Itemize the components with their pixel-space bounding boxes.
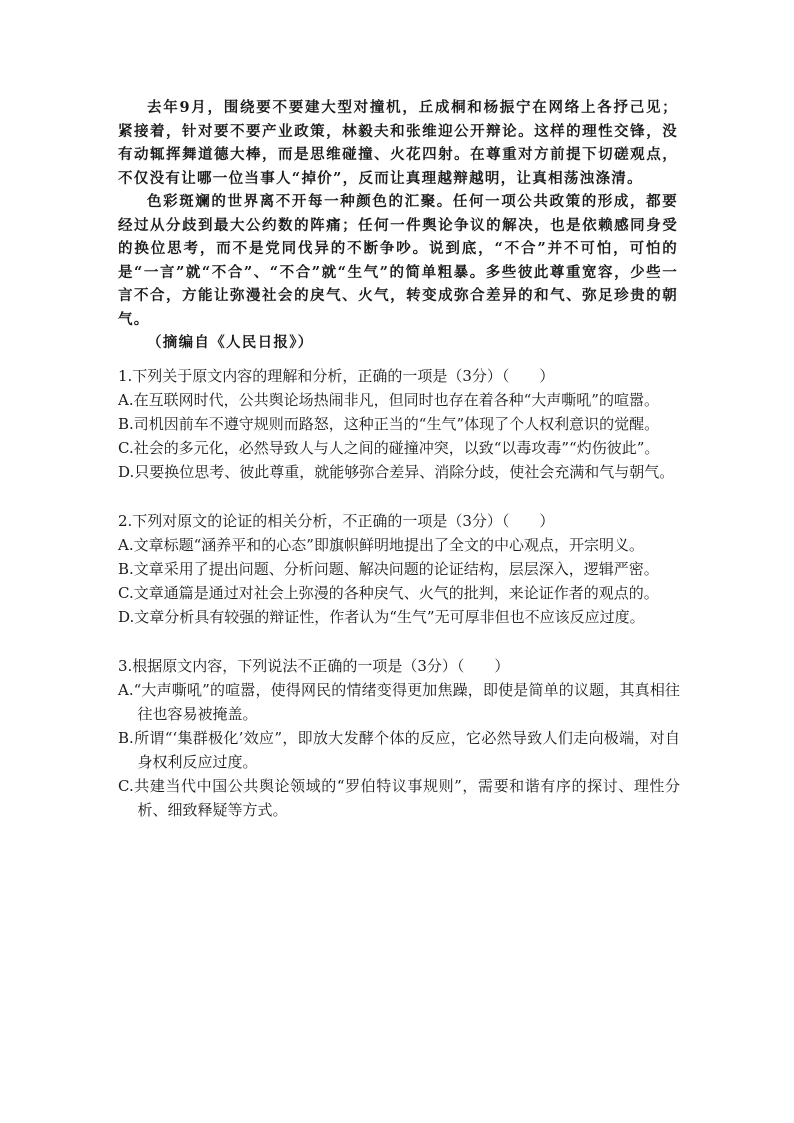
option-a: A.文章标题“涵养平和的心态”即旗帜鲜明地提出了全文的中心观点，开宗明义。 <box>118 536 644 554</box>
passage-source: （摘编自《人民日报》） <box>147 334 314 351</box>
option-b: B.司机因前车不遵守规则而路怒，这种正当的“生气”体现了个人权利意识的觉醒。 <box>118 415 660 433</box>
option-a: A.在互联网时代，公共舆论场热闹非凡，但同时也存在着各种“大声嘶吼”的喧嚣。 <box>118 391 659 409</box>
option-c: C.社会的多元化，必然导致人与人之间的碰撞冲突，以致“以毒攻毒”“灼伤彼此”。 <box>118 439 660 457</box>
question-2 <box>118 509 680 629</box>
option-b: B.文章采用了提出问题、分析问题、解决问题的论证结构，层层深入，逻辑严密。 <box>118 560 659 578</box>
option-c: C.共建当代中国公共舆论领域的“罗伯特议事规则”，需要和谐有序的探讨、理性分析、细致释疑等方式。 <box>118 777 680 819</box>
option-d: D.文章分析具有较强的辩证性，作者认为“生气”无可厚非但也不应该反应过度。 <box>118 608 645 626</box>
passage-paragraph: 去年9月，围绕要不要建大型对撞机，丘成桐和杨振宁在网络上各抒己见；紧接着，针对要不要产业政策，林毅夫和张维迎公开辩论。这样的理性交锋，没有动辄挥舞道德大棒，而是思维碰撞、火花四射。在尊重对方前提下切磋观点，不仅没有让哪一位当事人“掉价”，反而让真理越辩越明，让真相荡浊涤清。 <box>118 99 678 187</box>
question-stem: 3.根据原文内容，下列说法不正确的一项是（3分）（ ） <box>118 657 510 675</box>
question-stem: 2.下列对原文的论证的相关分析，不正确的一项是（3分）（ ） <box>118 512 555 530</box>
passage-paragraph: 色彩斑斓的世界离不开每一种颜色的汇聚。任何一项公共政策的形成，都要经过从分歧到最大公约数的阵痛；任何一件舆论争议的解决，也是依赖感同身受的换位思考，而不是党同伐异的不断争吵。说到底，“不合”并不可怕，可怕的是“一言”就“不合”、“不合”就“生气”的简单粗暴。多些彼此尊重宽容，少些一言不合，方能让弥漫社会的戾气、火气，转变成弥合差异的和气、弥足珍贵的朝气。 <box>118 193 678 328</box>
option-c: C.文章通篇是通过对社会上弥漫的各种戾气、火气的批判，来论证作者的观点的。 <box>118 584 659 602</box>
option-d: D.只要换位思考、彼此尊重，就能够弥合差异、消除分歧，使社会充满和气与朝气。 <box>118 463 675 481</box>
question-stem: 1.下列关于原文内容的理解和分析，正确的一项是（3分）（ ） <box>118 367 555 385</box>
option-a: A.“大声嘶吼”的喧嚣，使得网民的情绪变得更加焦躁，即使是简单的议题，其真相往往也容易被掩盖。 <box>118 681 680 723</box>
option-b: B.所谓“‘集群极化’效应”，即放大发酵个体的反应，它必然导致人们走向极端，对自身权利反应过度。 <box>118 729 680 771</box>
question-3 <box>118 654 680 822</box>
reading-passage <box>118 96 678 355</box>
question-1 <box>118 364 680 484</box>
question-list <box>118 364 680 847</box>
